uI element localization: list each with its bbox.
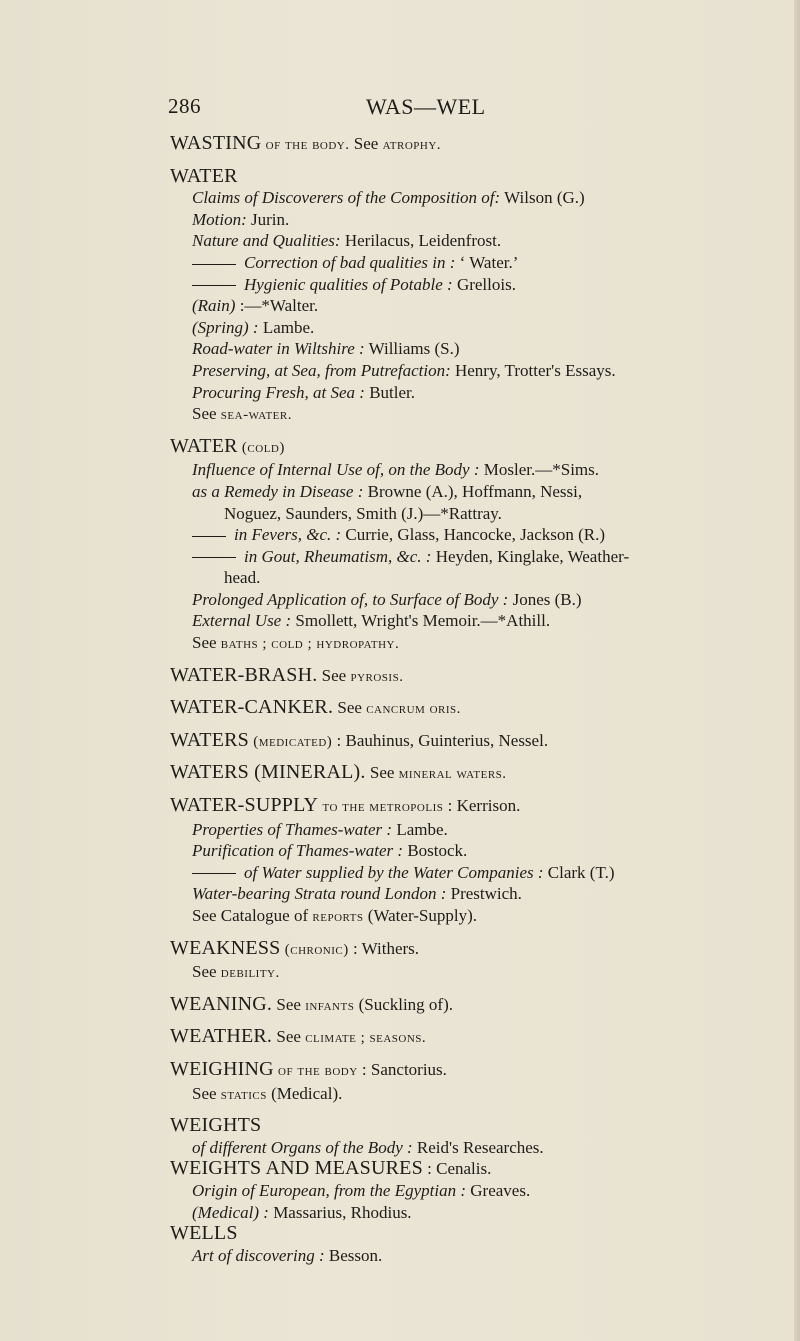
entry-weather: WEATHER. See climate ; seasons.: [170, 1025, 427, 1048]
dash-rule: [192, 264, 236, 265]
page-header: [0, 94, 800, 124]
entry-wasting: WASTING of the body. See atrophy.: [170, 132, 442, 154]
headword: WATER-CANKER.: [170, 696, 334, 719]
entry-water-brash: WATER-BRASH. See pyrosis.: [170, 663, 404, 686]
entry-water-supply: WATER-SUPPLY to the metropolis : Kerrison. Properties of Thames-water : Lambe. Purification of Thames-water : Bostock. of Water supplied by the Water Companies : Clark (T.) Water-bearing Strata round London : Prestwich. See Catalogue of reports (Water-Supply).: [170, 794, 615, 925]
running-head: WAS—WEL: [366, 94, 486, 119]
dash-rule: [192, 536, 226, 537]
headword: WATERS (MINERAL).: [170, 761, 366, 784]
cross-reference: reports: [312, 909, 364, 925]
cross-reference: infants: [305, 997, 355, 1014]
cross-reference: atrophy.: [382, 137, 442, 153]
cross-reference: climate ; seasons.: [305, 1030, 427, 1047]
entry-weaning: WEANING. See infants (Suckling of).: [170, 992, 454, 1015]
headword: WATER: [170, 434, 238, 457]
cross-reference: debility.: [220, 965, 280, 982]
entry-weights: WEIGHTS of different Organs of the Body : Reid's Researches.: [170, 1114, 544, 1157]
headword: WELLS: [170, 1222, 238, 1245]
entry-wells: WELLS Art of discovering : Besson.: [170, 1222, 383, 1265]
dash-rule: [192, 873, 236, 874]
cross-reference: sea-water.: [220, 407, 292, 424]
headword: WEIGHTS AND MEASURES: [170, 1157, 423, 1180]
entry-water-cold: WATER (cold) Influence of Internal Use of, on the Body : Mosler.—*Sims. as a Remedy in Disease : Browne (A.), Hoffmann, Nessi, Noguez, Saunders, Smith (J.)—*Rattray. in Fevers, &c. : Currie, Glass, Hancocke, Jackson (R.) in Gout, Rheumatism, &c. : Heyden, Kinglake, Weather- head. Prolonged Application of, to Surface of Body : Jones (B.) External Use : Smollett, Wright's Memoir.—*Athill. See baths ; cold ; hydropathy.: [170, 434, 630, 653]
entry-weights-and-measures: WEIGHTS AND MEASURES : Cenalis. Origin of European, from the Egyptian : Greaves. (Medical) : Massarius, Rhodius.: [170, 1157, 531, 1222]
headword: WATERS: [170, 728, 249, 751]
headword: WEAKNESS: [170, 936, 281, 959]
entry-water-canker: WATER-CANKER. See cancrum oris.: [170, 696, 461, 719]
headword: WEIGHING: [170, 1057, 274, 1080]
cross-reference: mineral waters.: [398, 766, 507, 783]
entry-water: WATER Claims of Discoverers of the Composition of: Wilson (G.) Motion: Jurin. Nature and Qualities: Herilacus, Leidenfrost. Correction of bad qualities in : ‘ Water.’ Hygienic qualities of Potable : Grellois. (Rain) :—*Walter. (Spring) : Lambe. Road-water in Wiltshire : Williams (S.) Preserving, at Sea, from Putrefaction: Henry, Trotter's Essays. Procuring Fresh, at Sea : Butler. See sea-water.: [170, 164, 616, 424]
headword: WEANING.: [170, 992, 273, 1015]
headword: WATER-BRASH.: [170, 663, 318, 686]
dash-rule: [192, 557, 236, 558]
cross-reference: cancrum oris.: [366, 701, 461, 718]
entry-waters-medicated: WATERS (medicated) : Bauhinus, Guinterius, Nessel.: [170, 728, 549, 751]
headword: WASTING: [170, 132, 262, 154]
cross-reference: statics: [220, 1086, 267, 1103]
index-entries: [170, 133, 730, 1266]
entry-weakness: WEAKNESS (chronic) : Withers. See debility.: [170, 936, 420, 982]
cross-reference: pyrosis.: [350, 668, 404, 685]
page-edge: [794, 0, 800, 1341]
headword: WATER: [170, 164, 238, 187]
dash-rule: [192, 285, 236, 286]
headword: WEATHER.: [170, 1025, 273, 1048]
cross-reference: baths ; cold ; hydropathy.: [220, 636, 400, 653]
entry-waters-mineral: WATERS (MINERAL). See mineral waters.: [170, 761, 507, 784]
headword: WATER-SUPPLY: [170, 794, 319, 817]
headword: WEIGHTS: [170, 1114, 262, 1137]
entry-weighing: WEIGHING of the body : Sanctorius. See statics (Medical).: [170, 1057, 447, 1103]
page-number: 286: [168, 94, 201, 118]
